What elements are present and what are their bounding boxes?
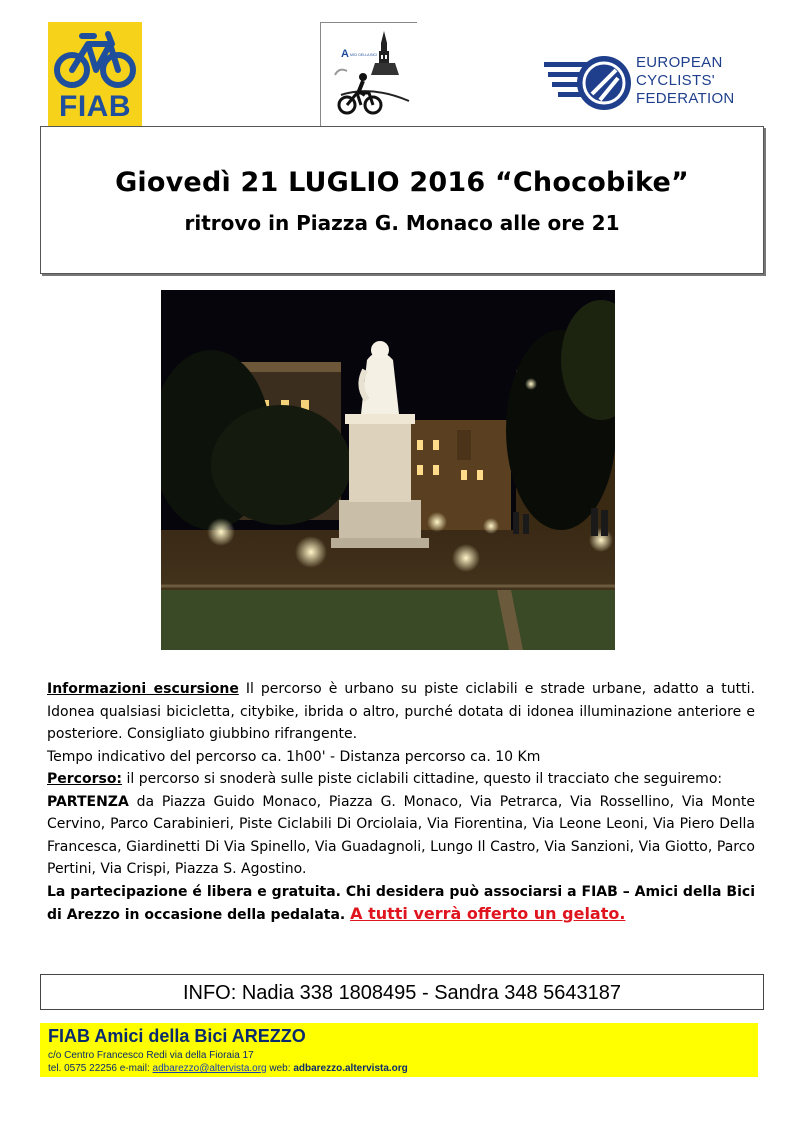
web-label: web: [266, 1063, 294, 1074]
start-paragraph [47, 791, 755, 881]
bicycle-icon [52, 24, 138, 90]
info-contacts-box: INFO: Nadia 338 1808495 - Sandra 348 5643187 [40, 974, 764, 1010]
ecf-line-1: EUROPEAN [636, 54, 723, 71]
excursion-details [47, 678, 755, 927]
fiab-logo [48, 22, 142, 126]
ecf-logo [544, 50, 744, 116]
excursion-info-paragraph [47, 678, 755, 746]
info-label: Informazioni escursione [47, 681, 239, 697]
ecf-logo-text [636, 54, 735, 108]
event-subtitle: ritrovo in Piazza G. Monaco alle ore 21 [184, 211, 620, 235]
start-label: PARTENZA [47, 793, 129, 810]
info-intro: Il percorso è urbano su piste ciclabili e strade urbane, adatto a tutti. Idonea qualsiasi bicicletta, citybike, ibrida o altro, purché dotata di idonea illuminazione anteriore e posteriore. Consigliato giubbino rifrangente. [47, 681, 755, 742]
ecf-wheel-icon [544, 50, 634, 116]
route-paragraph [47, 768, 755, 791]
ecf-line-2: CYCLISTS' [636, 72, 715, 89]
organization-contacts [48, 1063, 408, 1074]
start-text: da Piazza Guido Monaco, Piazza G. Monaco, Via Petrarca, Via Rossellino, Via Monte Cervino, Parco Carabinieri, Piste Ciclabili Di Orciolaia, Via Fiorentina, Via Leone Leoni, Via Piero Della Francesca, Giardinetti Di Via Spinello, Via Guadagnoli, Lungo Il Castro, Via Sanzioni, Via Giotto, Parco Pertini, Via Crispi, Piazza S. Agostino. [47, 793, 755, 877]
phone-label: tel. 0575 22256 e-mail: [48, 1063, 153, 1074]
route-text: il percorso si snoderà sulle piste ciclabili cittadine, questo il tracciato che seguiremo: [122, 771, 723, 787]
event-title: Giovedì 21 LUGLIO 2016 “Chocobike” [115, 167, 689, 198]
ecf-line-3: FEDERATION [636, 90, 735, 107]
organization-footer [40, 1023, 758, 1077]
amici-della-bici-logo [320, 22, 417, 127]
cyclist-tower-icon [321, 23, 417, 127]
route-label: Percorso: [47, 771, 123, 787]
statue-photo-image [161, 290, 615, 650]
website-link[interactable]: adbarezzo.altervista.org [293, 1063, 408, 1074]
participation-text: La partecipazione é libera e gratuita. Chi desidera può associarsi a FIAB – Amici della Bici di Arezzo in occasione della pedalata. [47, 883, 755, 923]
piazza-monaco-night-photo [161, 290, 615, 650]
email-link[interactable]: adbarezzo@altervista.org [152, 1063, 267, 1074]
participation-paragraph [47, 881, 755, 927]
event-title-box [40, 126, 764, 274]
organization-address: c/o Centro Francesco Redi via della Fioraia 17 [48, 1050, 254, 1061]
svg-text:A: A [341, 48, 349, 60]
time-distance-line: Tempo indicativo del percorso ca. 1h00' - Distanza percorso ca. 10 Km [47, 748, 541, 765]
organization-name: FIAB Amici della Bici AREZZO [48, 1026, 306, 1046]
fiab-logo-text: FIAB [59, 90, 131, 123]
svg-text:MICI DELLA BICI: MICI DELLA BICI [350, 53, 378, 57]
gelato-offer: A tutti verrà offerto un gelato. [350, 904, 626, 923]
